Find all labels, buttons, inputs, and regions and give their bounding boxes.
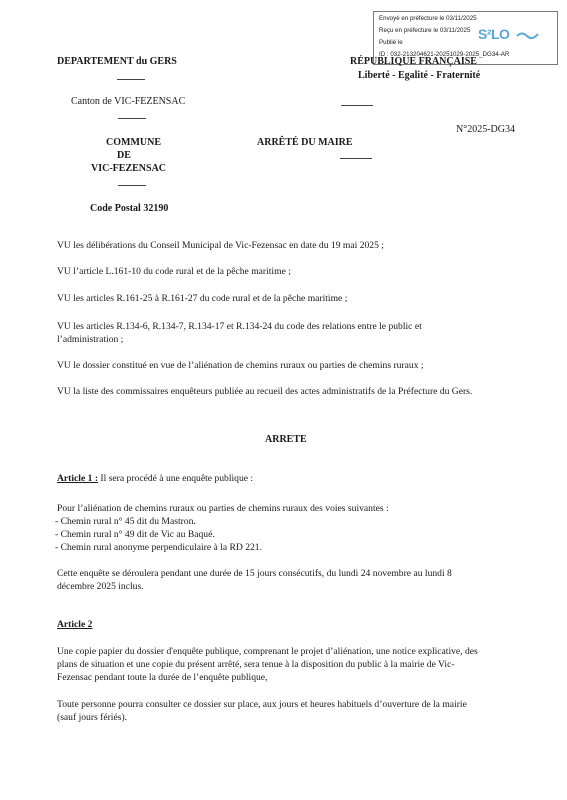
list-item: - Chemin rural n° 49 dit de Vic au Baqué. bbox=[55, 529, 215, 540]
article-2-paragraph-2-cont: (sauf jours fériés). bbox=[57, 712, 128, 723]
consideration-1: VU les délibérations du Conseil Municipal de Vic-Fezensac en date du 19 mai 2025 ; bbox=[57, 240, 384, 251]
stamp-id: ID : 032-213204621-20251029-2025_DG34-AR bbox=[379, 51, 510, 58]
article-1-intro: Il sera procédé à une enquête publique : bbox=[98, 473, 254, 484]
article-1-title: Article 1 : bbox=[57, 473, 99, 484]
list-item: - Chemin rural anonyme perpendiculaire à la RD 221. bbox=[55, 542, 262, 553]
article-2-paragraph-1-cont: plans de situation et une copie du présent arrêté, sera tenue à la disposition du public à la mairie de Vic- bbox=[57, 659, 455, 670]
divider bbox=[118, 185, 146, 186]
consideration-2: VU l’article L.161-10 du code rural et de la pêche maritime ; bbox=[57, 266, 291, 277]
article-2-paragraph-1-cont: Fezensac pendant toute la durée de l’enquête publique, bbox=[57, 672, 268, 683]
article-1-duration: Cette enquête se déroulera pendant une durée de 15 jours consécutifs, du lundi 24 novembre au lundi 8 bbox=[57, 568, 452, 579]
stamp-published: Publié le bbox=[379, 39, 403, 46]
consideration-5: VU le dossier constitué en vue de l’aliénation de chemins ruraux ou parties de chemins ruraux ; bbox=[57, 360, 424, 371]
s2lo-logo-swoosh-icon bbox=[516, 30, 542, 40]
canton-name: Canton de VIC-FEZENSAC bbox=[71, 96, 186, 107]
postal-code: Code Postal 32190 bbox=[90, 203, 169, 214]
divider bbox=[340, 158, 372, 159]
decree-heading: ARRETE bbox=[265, 434, 307, 445]
commune-name: VIC-FEZENSAC bbox=[91, 163, 167, 174]
department-name: DEPARTEMENT du GERS bbox=[57, 56, 177, 67]
article-2-paragraph-1: Une copie papier du dossier d'enquête publique, comprenant le projet d’aliénation, une notice explicative, des bbox=[57, 646, 478, 657]
stamp-sent-date: Envoyé en préfecture le 03/11/2025 bbox=[379, 15, 477, 22]
commune-label: COMMUNE bbox=[106, 137, 161, 148]
article-1-duration-cont: décembre 2025 inclus. bbox=[57, 581, 144, 592]
article-1-lead: Pour l’aliénation de chemins ruraux ou parties de chemins ruraux des voies suivantes : bbox=[57, 503, 389, 514]
consideration-6: VU la liste des commissaires enquêteurs publiée au recueil des actes administratifs de la Préfecture du Gers. bbox=[57, 386, 473, 397]
s2lo-logo: S²LO bbox=[478, 26, 510, 42]
commune-de-label: DE bbox=[117, 150, 131, 161]
list-item: - Chemin rural n° 45 dit du Mastron. bbox=[55, 516, 196, 527]
article-2-title: Article 2 bbox=[57, 619, 93, 630]
decree-title: ARRÊTÉ DU MAIRE bbox=[257, 137, 353, 148]
article-2-paragraph-2: Toute personne pourra consulter ce dossier sur place, aux jours et heures habituels d’ouverture de la mairie bbox=[57, 699, 467, 710]
stamp-received-date: Reçu en préfecture le 03/11/2025 bbox=[379, 27, 471, 34]
republic-title: RÉPUBLIQUE FRANÇAISE bbox=[350, 56, 477, 67]
republic-motto: Liberté - Egalité - Fraternité bbox=[358, 70, 481, 81]
decree-number: N°2025-DG34 bbox=[456, 124, 515, 135]
divider bbox=[117, 79, 145, 80]
consideration-4: VU les articles R.134-6, R.134-7, R.134-17 et R.134-24 du code des relations entre le public et bbox=[57, 321, 422, 332]
consideration-4-cont: l’administration ; bbox=[57, 334, 124, 345]
divider bbox=[341, 105, 373, 106]
consideration-3: VU les articles R.161-25 à R.161-27 du code rural et de la pêche maritime ; bbox=[57, 293, 348, 304]
article-1-heading bbox=[57, 472, 253, 485]
divider bbox=[118, 118, 146, 119]
